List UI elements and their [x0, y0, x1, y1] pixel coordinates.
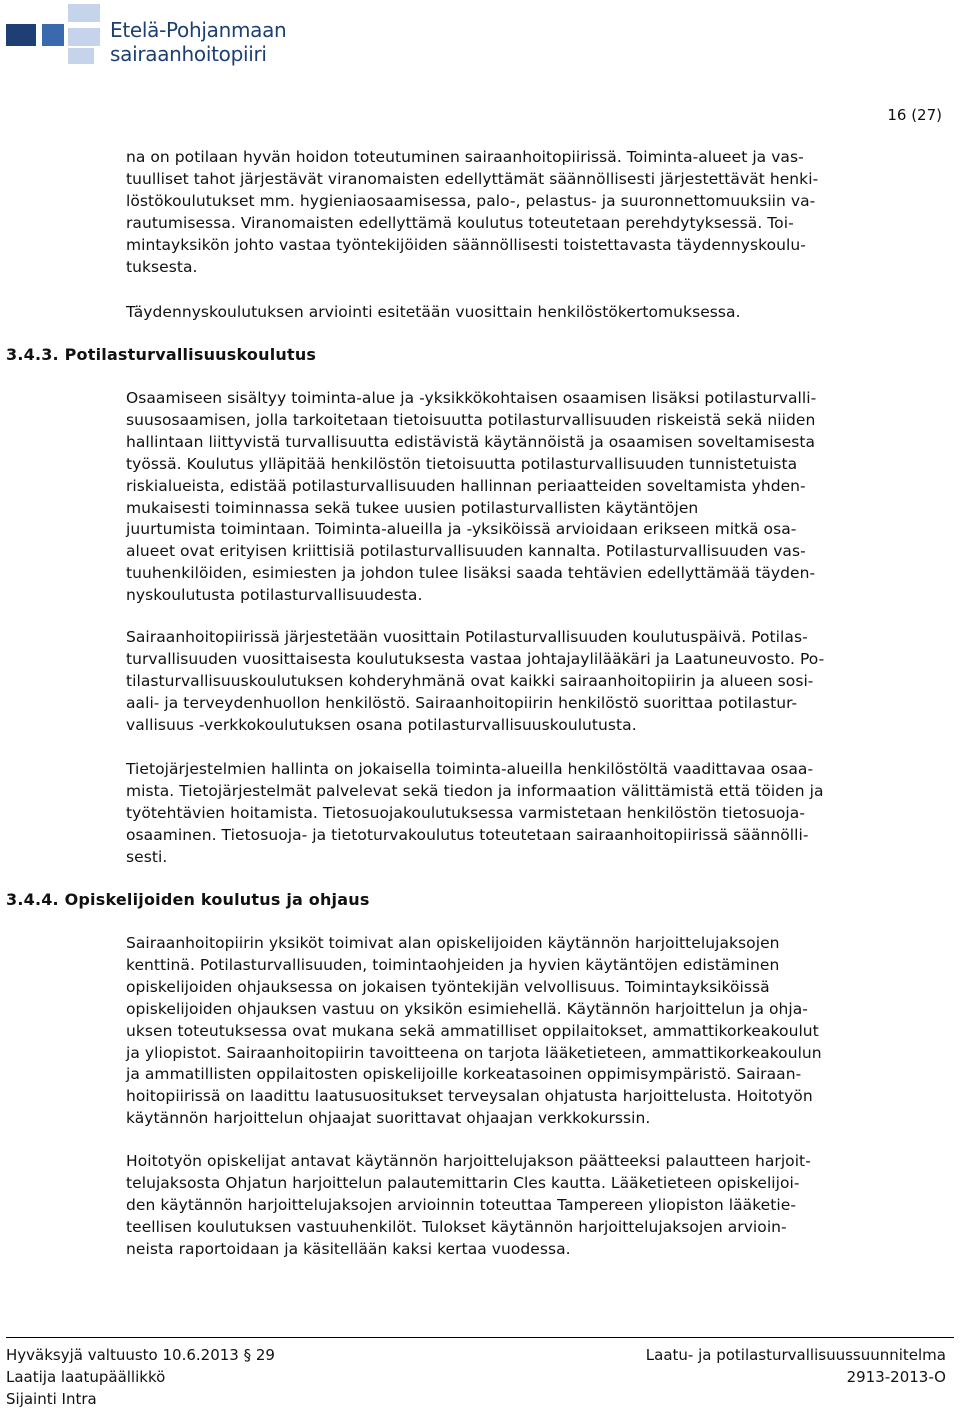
text-line: suusosaamisen, jolla tarkoitetaan tietoisuutta potilasturvallisuuden riskeistä sekä niiden — [126, 410, 816, 429]
text-line: uksen toteutuksessa ovat mukana sekä ammatilliset oppilaitokset, ammattikorkeakoulut — [126, 1021, 819, 1040]
paragraph-training-day — [126, 627, 926, 737]
footer-location: Sijainti Intra — [6, 1390, 97, 1408]
text-line: hallintaan liittyvistä turvallisuutta edistävistä käytännöistä ja osaamisen soveltamisesta — [126, 432, 816, 451]
logo-wordmark — [110, 18, 286, 66]
text-line: ja ammatillisten oppilaitosten opiskelijoille korkeatasoinen oppimisympäristö. Sairaan- — [126, 1065, 802, 1084]
text-line: työssä. Koulutus ylläpitää henkilöstön tietoisuutta potilasturvallisuuden tunnistetuista — [126, 454, 798, 473]
text-line: löstökoulutukset mm. hygieniaosaamisessa, palo-, pelastus- ja suuronnettomuuksiin va- — [126, 191, 816, 210]
text-line: tilasturvallisuuskoulutuksen kohderyhmänä ovat kaikki sairaanhoitopiirin ja alueen sosi- — [126, 671, 814, 690]
paragraph-patient-safety-competence — [126, 388, 926, 607]
text-line: riskialueista, edistää potilasturvallisuuden hallinnan periaatteiden soveltamista yhden- — [126, 476, 806, 495]
text-line: ja yliopistot. Sairaanhoitopiirin tavoitteena on tarjota lääketieteen, ammattikorkeakoulun — [126, 1043, 822, 1062]
text-line: tuksesta. — [126, 257, 198, 276]
paragraph-information-systems — [126, 759, 926, 869]
footer-approver: Hyväksyjä valtuusto 10.6.2013 § 29 — [6, 1346, 275, 1364]
logo-line-2: sairaanhoitopiiri — [110, 42, 267, 66]
text-line: Osaamiseen sisältyy toiminta-alue ja -yksikkökohtaisen osaamisen lisäksi potilasturvalli- — [126, 389, 817, 407]
footer-document-title: Laatu- ja potilasturvallisuussuunnitelma — [645, 1346, 946, 1364]
text-line: vallisuus -verkkokoulutuksen osana potilasturvallisuuskoulutusta. — [126, 715, 637, 734]
text-line: mista. Tietojärjestelmät palvelevat sekä tiedon ja informaation välittämistä että töiden ja — [126, 781, 824, 800]
text-line: na on potilaan hyvän hoidon toteutuminen sairaanhoitopiirissä. Toiminta-alueet ja vas- — [126, 148, 804, 166]
section-heading-3-4-4: 3.4.4. Opiskelijoiden koulutus ja ohjaus — [6, 890, 370, 909]
text-line: opiskelijoiden ohjauksessa on jokaisen työntekijän velvollisuus. Toimintayksiköissä — [126, 977, 770, 996]
text-line: rautumisessa. Viranomaisten edellyttämä koulutus toteutetaan perehdytyksessä. Toi- — [126, 213, 794, 232]
logo-mark-icon — [6, 4, 106, 64]
text-line: telujaksosta Ohjatun harjoittelun palautemittarin Cles kautta. Lääketieteen opiskelijoi- — [126, 1173, 800, 1192]
paragraph-continuation — [126, 147, 926, 278]
text-line: Hoitotyön opiskelijat antavat käytännön harjoittelujakson päätteeksi palautteen harjoit- — [126, 1152, 811, 1170]
text-line: kenttinä. Potilasturvallisuuden, toimintaohjeiden ja hyvien käytäntöjen edistäminen — [126, 955, 780, 974]
organization-logo — [6, 4, 306, 68]
paragraph-evaluation — [126, 302, 926, 324]
text-line: alueet ovat erityisen kriittisiä potilasturvallisuuden kannalta. Potilasturvallisuuden vas- — [126, 542, 806, 561]
text-line: mintayksikön johto vastaa työntekijöiden säännöllisesti toistettavasta täydennyskoulu- — [126, 235, 806, 254]
text-line: hoitopiirissä on laadittu laatusuositukset terveysalan ohjatusta harjoittelusta. Hoitotyön — [126, 1087, 813, 1106]
paragraph-student-feedback — [126, 1151, 926, 1261]
text-line: juurtumista toimintaan. Toiminta-alueilla ja -yksiköissä arvioidaan erikseen mitkä osa- — [126, 520, 797, 539]
text-line: tuuhenkilöiden, esimiesten ja johdon tulee lisäksi saada tehtävien edellyttämää täyden- — [126, 564, 816, 583]
text-line: Sairaanhoitopiirissä järjestetään vuosittain Potilasturvallisuuden koulutuspäivä. Potilas- — [126, 628, 808, 646]
text-line: Sairaanhoitopiirin yksiköt toimivat alan opiskelijoiden käytännön harjoittelujaksojen — [126, 934, 780, 952]
footer-divider — [6, 1337, 954, 1338]
section-heading-3-4-3: 3.4.3. Potilasturvallisuuskoulutus — [6, 345, 317, 364]
text-line: opiskelijoiden ohjauksen vastuu on yksikön esimiehellä. Käytännön harjoittelun ja ohja- — [126, 999, 808, 1018]
text-line: Tietojärjestelmien hallinta on jokaisella toiminta-alueilla henkilöstöltä vaadittavaa osaa- — [126, 760, 814, 778]
text-line: tuulliset tahot järjestävät viranomaisten edellyttämät säännöllisesti järjestettävät henki- — [126, 169, 819, 188]
page-number: 16 (27) — [887, 106, 942, 124]
text-line: mukaisesti toiminnassa sekä tukee uusien potilasturvallisten käytäntöjen — [126, 498, 699, 517]
text-line: nyskoulutusta potilasturvallisuudesta. — [126, 586, 423, 605]
footer-left — [6, 1344, 275, 1410]
text-line: osaaminen. Tietosuoja- ja tietoturvakoulutus toteutetaan sairaanhoitopiirissä säännölli- — [126, 825, 809, 844]
text-line: neista raportoidaan ja käsitellään kaksi kertaa vuodessa. — [126, 1239, 571, 1258]
logo-line-1: Etelä-Pohjanmaan — [110, 18, 287, 42]
paragraph-student-training — [126, 933, 926, 1130]
footer-right — [646, 1344, 946, 1388]
text-line: työtehtävien hoitamista. Tietosuojakoulutuksessa varmistetaan henkilöstön tietosuoja- — [126, 803, 805, 822]
footer-author: Laatija laatupäällikkö — [6, 1368, 166, 1386]
text-line: aali- ja terveydenhuollon henkilöstö. Sairaanhoitopiirin henkilöstö suorittaa potilastur- — [126, 693, 798, 712]
text-line: den käytännön harjoittelujaksojen arvioinnin toteuttaa Tampereen yliopiston lääketie- — [126, 1195, 796, 1214]
text-line: sesti. — [126, 847, 168, 866]
footer-document-code: 2913-2013-O — [846, 1368, 946, 1386]
text-line: käytännön harjoittelun ohjaajat suorittavat ohjaajan verkkokurssin. — [126, 1109, 651, 1128]
text-line: teellisen koulutuksen vastuuhenkilöt. Tulokset käytännön harjoittelujaksojen arvioin- — [126, 1217, 787, 1236]
text-line: turvallisuuden vuosittaisesta koulutuksesta vastaa johtajaylilääkäri ja Laatuneuvosto. Po- — [126, 649, 825, 668]
text-line: Täydennyskoulutuksen arviointi esitetään vuosittain henkilöstökertomuksessa. — [126, 303, 741, 321]
